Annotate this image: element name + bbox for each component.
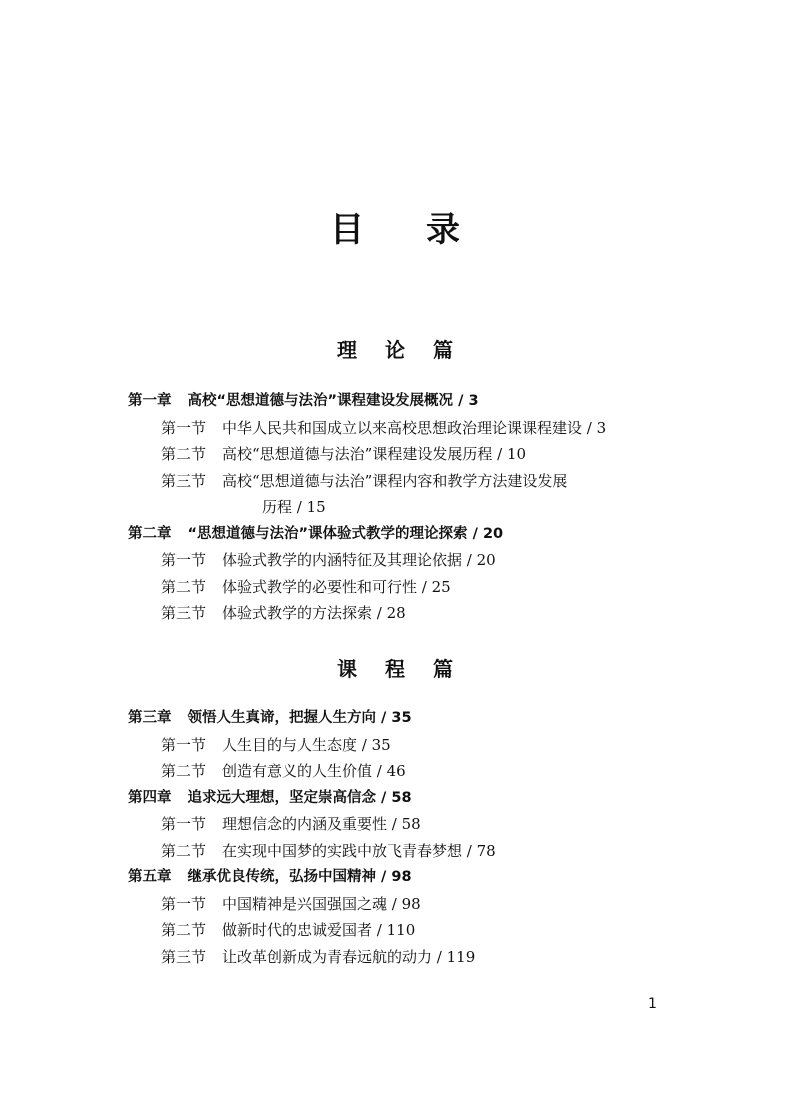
section-title: 高校“思想道德与法治”课程建设发展历程 / 10 (222, 445, 527, 463)
section-label: 第二节 (161, 921, 207, 939)
section-title: 创造有意义的人生价值 / 46 (222, 762, 406, 780)
section-label: 第一节 (161, 418, 207, 437)
section-title: 理想信念的内涵及重要性 / 58 (222, 815, 421, 833)
toc-section[interactable] (128, 574, 688, 601)
chapter-label: 第一章 (128, 393, 172, 409)
section-label: 第二节 (161, 445, 207, 463)
toc-theory (128, 388, 688, 627)
page-number: 1 (648, 996, 657, 1012)
chapter-label: 第五章 (128, 869, 172, 885)
section-title: 体验式教学的方法探索 / 28 (222, 604, 406, 622)
section-title: 人生目的与人生态度 / 35 (222, 735, 391, 754)
toc-section[interactable] (128, 758, 688, 785)
section-title: 做新时代的忠诚爱国者 / 110 (222, 921, 416, 939)
section-title: 体验式教学的必要性和可行性 / 25 (222, 577, 451, 596)
section-label: 第三节 (161, 604, 207, 622)
toc-section[interactable] (128, 547, 688, 574)
toc-chapter[interactable] (128, 785, 688, 812)
section-title: 中国精神是兴国强国之魂 / 98 (222, 894, 421, 913)
section-label: 第一节 (161, 551, 207, 569)
section-title: 体验式教学的内涵特征及其理论依据 / 20 (222, 551, 496, 569)
toc-section[interactable] (128, 468, 688, 495)
part-title-theory: 理论篇 (337, 338, 481, 362)
section-title: 在实现中国梦的实践中放飞青春梦想 / 78 (222, 841, 496, 860)
toc-course (128, 705, 688, 970)
section-title: 让改革创新成为青春远航的动力 / 119 (222, 947, 476, 966)
toc-chapter[interactable] (128, 705, 688, 732)
chapter-label: 第三章 (128, 710, 172, 726)
chapter-title: 追求远大理想，坚定崇高信念 / 58 (187, 789, 412, 806)
toc-chapter[interactable] (128, 521, 688, 548)
toc-section[interactable] (128, 917, 688, 944)
section-label: 第一节 (161, 815, 207, 833)
section-title-continued: 历程 / 15 (262, 498, 326, 516)
section-title: 高校“思想道德与法治”课程内容和教学方法建设发展 (222, 471, 568, 490)
chapter-title: “思想道德与法治”课体验式教学的理论探索 / 20 (187, 525, 504, 542)
chapter-title: 高校“思想道德与法治”课程建设发展概况 / 3 (187, 393, 479, 409)
toc-section[interactable] (128, 415, 688, 442)
part-title-course: 课程篇 (337, 657, 481, 681)
toc-section[interactable] (128, 891, 688, 918)
section-label: 第二节 (161, 762, 207, 780)
page-title: 目录 (330, 210, 522, 250)
section-label: 第三节 (161, 947, 207, 966)
toc-section-continuation[interactable] (128, 494, 688, 521)
toc-section[interactable] (128, 732, 688, 759)
chapter-title: 领悟人生真谛，把握人生方向 / 35 (187, 710, 412, 726)
toc-section[interactable] (128, 600, 688, 627)
section-label: 第一节 (161, 735, 207, 754)
toc-section[interactable] (128, 838, 688, 865)
chapter-label: 第二章 (128, 525, 172, 542)
section-label: 第三节 (161, 471, 207, 490)
section-title: 中华人民共和国成立以来高校思想政治理论课课程建设 / 3 (222, 418, 607, 437)
toc-section[interactable] (128, 811, 688, 838)
toc-chapter[interactable] (128, 864, 688, 891)
chapter-label: 第四章 (128, 789, 172, 806)
section-label: 第一节 (161, 894, 207, 913)
chapter-title: 继承优良传统，弘扬中国精神 / 98 (187, 869, 412, 885)
toc-chapter[interactable] (128, 388, 688, 415)
toc-section[interactable] (128, 441, 688, 468)
section-label: 第二节 (161, 577, 207, 596)
toc-section[interactable] (128, 944, 688, 971)
section-label: 第二节 (161, 841, 207, 860)
